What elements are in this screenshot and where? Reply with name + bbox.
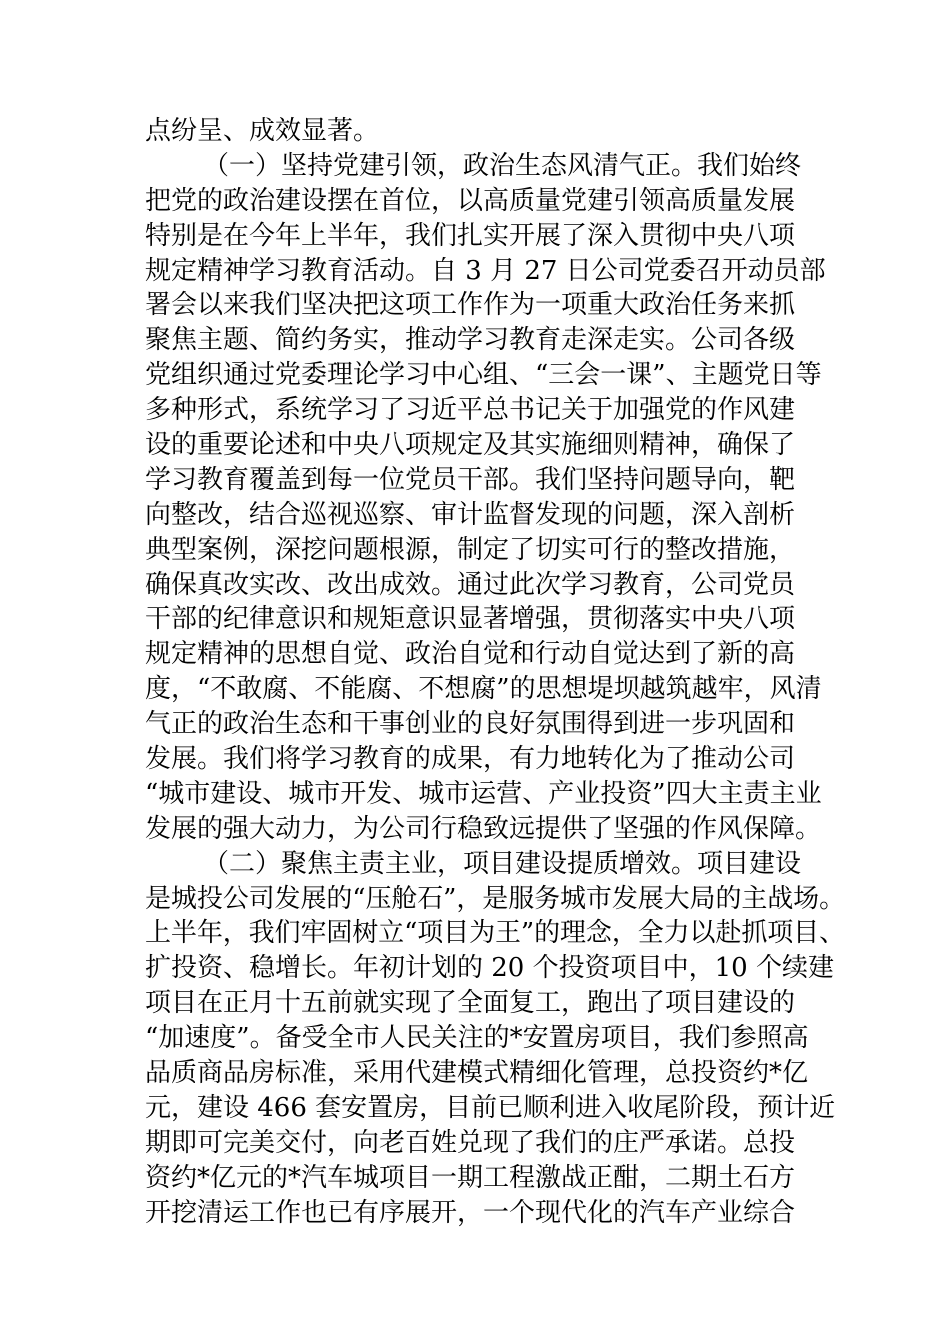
body-text <box>145 114 845 1231</box>
text-line: 发展。我们将学习教育的成果，有力地转化为了推动公司 <box>145 744 796 775</box>
text-line: “城市建设、城市开发、城市运营、产业投资”四大主责主业 <box>145 778 822 809</box>
text-line: 项目在正月十五前就实现了全面复工，跑出了项目建设的 <box>145 988 796 1019</box>
text-line: 开挖清运工作也已有序展开，一个现代化的汽车产业综合 <box>145 1197 796 1228</box>
text-line: 干部的纪律意识和规矩意识显著增强，贯彻落实中央八项 <box>145 604 796 635</box>
text-line: 期即可完美交付，向老百姓兑现了我们的庄严承诺。总投 <box>145 1127 796 1158</box>
text-line: 资约*亿元的*汽车城项目一期工程激战正酣，二期土石方 <box>145 1162 796 1193</box>
text-line: 品质商品房标准，采用代建模式精细化管理，总投资约*亿 <box>145 1058 809 1089</box>
text-line: 元，建设 466 套安置房，目前已顺利进入收尾阶段，预计近 <box>145 1092 836 1123</box>
text-line: 向整改，结合巡视巡察、审计监督发现的问题，深入剖析 <box>145 499 796 530</box>
text-line: 上半年，我们牢固树立“项目为王”的理念，全力以赴抓项目、 <box>145 918 845 949</box>
text-line: 把党的政治建设摆在首位，以高质量党建引领高质量发展 <box>145 185 796 216</box>
text-line: 点纷呈、成效显著。 <box>145 116 380 146</box>
text-line: 规定精神的思想自觉、政治自觉和行动自觉达到了新的高 <box>145 639 796 670</box>
text-line: 发展的强大动力，为公司行稳致远提供了坚强的作风保障。 <box>145 813 822 844</box>
text-line: 度，“不敢腐、不能腐、不想腐”的思想堤坝越筑越牢，风清 <box>145 674 822 705</box>
text-line: 是城投公司发展的“压舱石”，是服务城市发展大局的主战场。 <box>145 883 845 914</box>
text-line: 规定精神学习教育活动。自 3 月 27 日公司党委召开动员部 <box>145 255 826 286</box>
text-line: 典型案例，深挖问题根源，制定了切实可行的整改措施， <box>145 534 796 565</box>
section-heading-line: （一）坚持党建引领，政治生态风清气正。我们始终 <box>203 150 802 181</box>
text-line: 扩投资、稳增长。年初计划的 20 个投资项目中，10 个续建 <box>145 953 834 984</box>
text-line: 多种形式，系统学习了习近平总书记关于加强党的作风建 <box>145 395 796 426</box>
text-line: “加速度”。备受全市人民关注的*安置房项目，我们参照高 <box>145 1023 809 1054</box>
text-line: 学习教育覆盖到每一位党员干部。我们坚持问题导向，靶 <box>145 464 796 495</box>
text-line: 署会以来我们坚决把这项工作作为一项重大政治任务来抓 <box>145 290 796 321</box>
text-line: 党组织通过党委理论学习中心组、“三会一课”、主题党日等 <box>145 360 822 391</box>
text-line: 确保真改实改、改出成效。通过此次学习教育，公司党员 <box>145 569 796 600</box>
text-line: 气正的政治生态和干事创业的良好氛围得到进一步巩固和 <box>145 709 796 740</box>
text-line: 特别是在今年上半年，我们扎实开展了深入贯彻中央八项 <box>145 220 796 251</box>
text-line: 设的重要论述和中央八项规定及其实施细则精神，确保了 <box>145 430 796 461</box>
section-heading-line: （二）聚焦主责主业，项目建设提质增效。项目建设 <box>203 848 802 879</box>
text-line: 聚焦主题、简约务实，推动学习教育走深走实。公司各级 <box>145 325 796 356</box>
